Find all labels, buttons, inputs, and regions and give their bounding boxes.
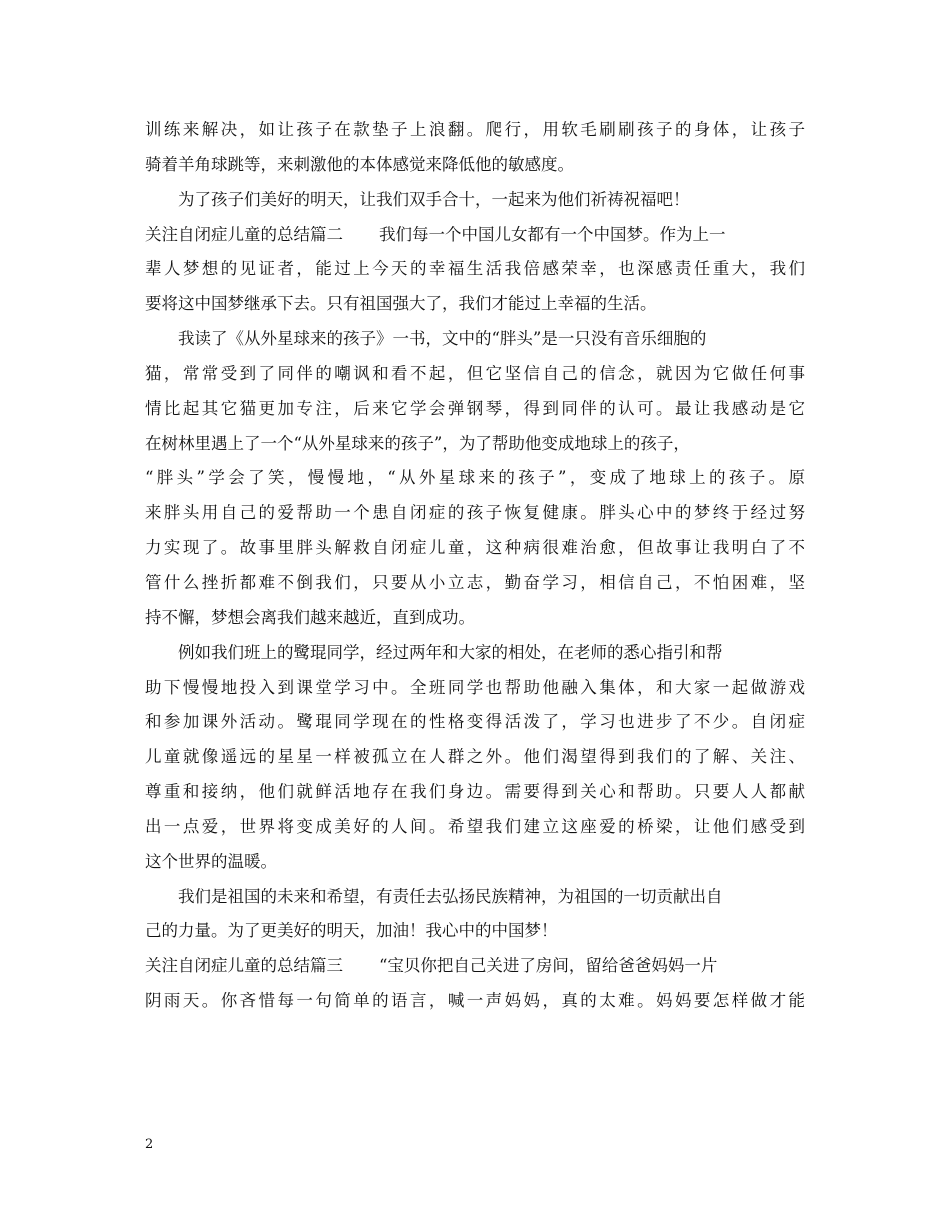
text-line: 这个世界的温暖。: [145, 851, 277, 871]
section-heading-line: [145, 949, 805, 984]
text-line: 出一点爱，世界将变成美好的人间。希望我们建立这座爱的桥梁，让他们感受到: [145, 816, 805, 836]
text-line: 我们每一个中国儿女都有一个中国梦。作为上一: [379, 224, 726, 244]
text-line: 辈人梦想的见证者，能过上今天的幸福生活我倍感荣幸，也深感责任重大，我们: [145, 259, 805, 279]
text-line: 儿童就像遥远的星星一样被孤立在人群之外。他们渴望得到我们的了解、关注、: [145, 747, 805, 767]
section-heading: 关注自闭症儿童的总结篇三: [145, 956, 343, 976]
text-line: 例如我们班上的鹭琨同学，经过两年和大家的相处，在老师的悉心指引和帮: [178, 642, 723, 662]
text-line: “宝贝你把自己关进了房间，留给爸爸妈妈一片: [379, 956, 718, 976]
text-line: 和参加课外活动。鹭琨同学现在的性格变得活泼了，学习也进步了不少。自闭症: [145, 712, 805, 732]
text-line: 猫，常常受到了同伴的嘲讽和看不起，但它坚信自己的信念，就因为它做任何事: [145, 363, 805, 383]
text-line: 骑着羊角球跳等，来刺激他的本体感觉来降低他的敏感度。: [145, 154, 574, 174]
text-line: 持不懈，梦想会离我们越来越近，直到成功。: [145, 607, 475, 627]
text-line: “胖头”学会了笑，慢慢地，“从外星球来的孩子”，变成了地球上的孩子。原: [145, 468, 805, 488]
text-line: 为了孩子们美好的明天，让我们双手合十，一起来为他们祈祷祝福吧！: [178, 189, 690, 209]
text-line: 在树林里遇上了一个“从外星球来的孩子”，为了帮助他变成地球上的孩子，: [145, 433, 690, 453]
text-line: 管什么挫折都难不倒我们，只要从小立志，勤奋学习，相信自己，不怕困难，坚: [145, 572, 805, 592]
text-line: 情比起其它猫更加专注，后来它学会弹钢琴，得到同伴的认可。最让我感动是它: [145, 398, 805, 418]
text-line: 训练来解决，如让孩子在款垫子上浪翻。爬行，用软毛刷刷孩子的身体，让孩子: [145, 120, 805, 139]
text-line: 我们是祖国的未来和希望，有责任去弘扬民族精神，为祖国的一切贡献出自: [178, 886, 723, 906]
text-line: 助下慢慢地投入到课堂学习中。全班同学也帮助他融入集体，和大家一起做游戏: [145, 677, 805, 697]
text-line: 尊重和接纳，他们就鲜活地存在我们身边。需要得到关心和帮助。只要人人都献: [145, 782, 805, 802]
text-line: 己的力量。为了更美好的明天，加油！我心中的中国梦！: [145, 921, 558, 941]
text-line: 阴雨天。你吝惜每一句简单的语言，喊一声妈妈，真的太难。妈妈要怎样做才能: [145, 991, 805, 1011]
text-line: 力实现了。故事里胖头解救自闭症儿童，这种病很难治愈，但故事让我明白了不: [145, 538, 805, 558]
body-text: [145, 113, 805, 1019]
text-line: 要将这中国梦继承下去。只有祖国强大了，我们才能过上幸福的生活。: [145, 294, 657, 314]
text-line: 来胖头用自己的爱帮助一个患自闭症的孩子恢复健康。胖头心中的梦终于经过努: [145, 503, 805, 523]
text-line: 我读了《从外星球来的孩子》一书，文中的“胖头”是一只没有音乐细胞的: [178, 329, 707, 349]
section-heading-line: [145, 218, 805, 253]
page-number: 2: [145, 1137, 154, 1152]
section-heading: 关注自闭症儿童的总结篇二: [145, 224, 343, 244]
